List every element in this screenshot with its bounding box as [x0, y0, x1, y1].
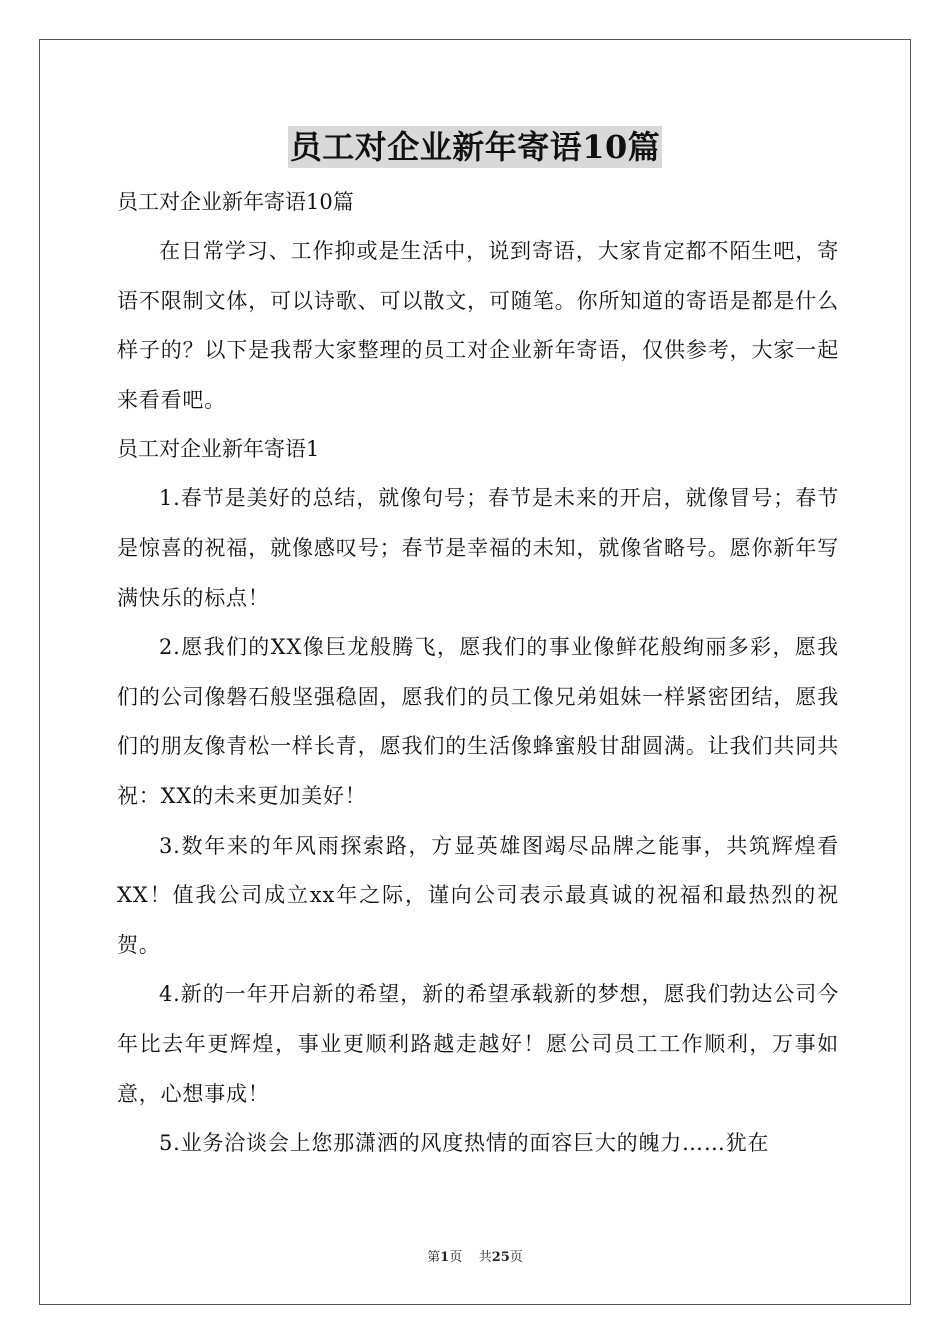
- document-subtitle: 员工对企业新年寄语10篇: [117, 190, 354, 214]
- page-suffix: 页: [449, 1250, 463, 1265]
- message-item-5: 5.业务洽谈会上您那潇洒的风度热情的面容巨大的魄力……犹在: [159, 1131, 770, 1156]
- message-item-3: 3.数年来的年风雨探索路，方显英雄图竭尽品牌之能事，共筑辉煌看XX！值我公司成立xx年之际，谨向公司表示最真诚的祝福和最热烈的祝贺。: [117, 833, 839, 957]
- message-item-2: 2.愿我们的XX像巨龙般腾飞，愿我们的事业像鲜花般绚丽多彩，愿我们的公司像磐石般坚强稳固，愿我们的员工像兄弟姐妹一样紧密团结，愿我们的朋友像青松一样长青，愿我们的生活像蜂蜜般甘甜圆满。让我们共同共祝：XX的未来更加美好！: [117, 635, 839, 808]
- total-prefix: 共: [478, 1250, 492, 1265]
- page-prefix: 第: [427, 1250, 441, 1265]
- total-suffix: 页: [509, 1250, 523, 1265]
- document-title: 员工对企业新年寄语10篇: [289, 128, 661, 166]
- page-number: 1: [440, 1250, 450, 1265]
- message-item-1: 1.春节是美好的总结，就像句号；春节是未来的开启，就像冒号；春节是惊喜的祝福，就像感叹号；春节是幸福的未知，就像省略号。愿你新年写满快乐的标点！: [117, 486, 839, 610]
- document-body: [117, 178, 839, 1169]
- section-heading: 员工对企业新年寄语1: [117, 437, 320, 462]
- intro-paragraph: 在日常学习、工作抑或是生活中，说到寄语，大家肯定都不陌生吧，寄语不限制文体，可以诗歌、可以散文，可随笔。你所知道的寄语是都是什么样子的？以下是我帮大家整理的员工对企业新年寄语，仅供参考，大家一起来看看吧。: [117, 239, 839, 412]
- page-footer: [0, 1246, 950, 1265]
- title-wrap: [0, 126, 950, 168]
- total-pages: 25: [491, 1250, 510, 1265]
- message-item-4: 4.新的一年开启新的希望，新的希望承载新的梦想，愿我们勃达公司今年比去年更辉煌，事业更顺利路越走越好！愿公司员工工作顺利，万事如意，心想事成！: [117, 982, 839, 1106]
